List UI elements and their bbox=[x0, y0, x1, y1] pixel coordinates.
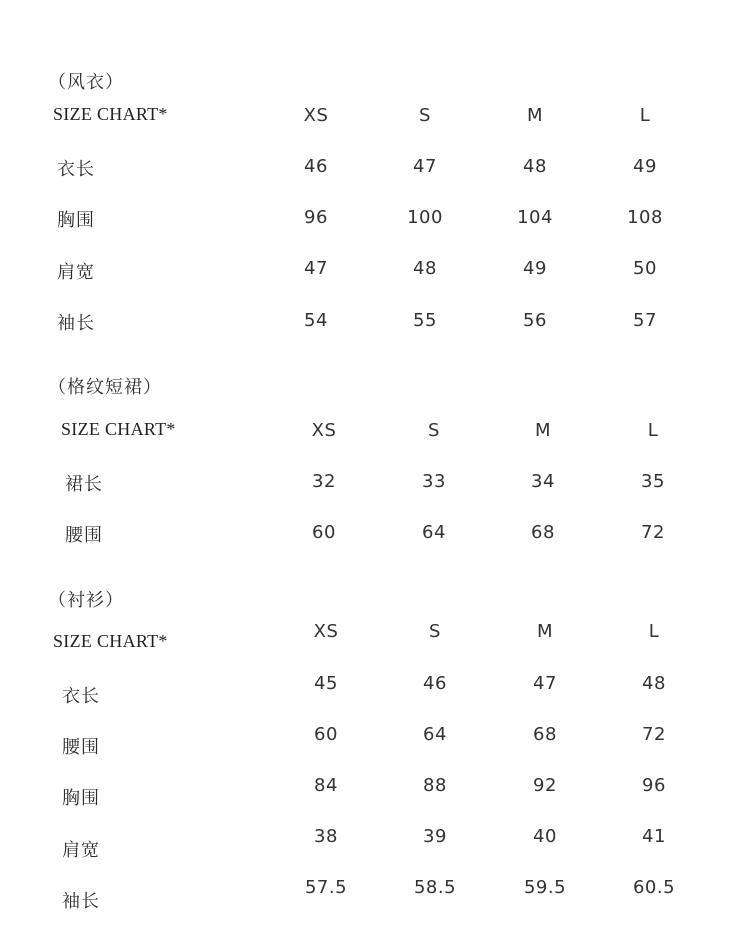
value-cell: 41 bbox=[642, 826, 666, 847]
value-cell: 96 bbox=[642, 775, 666, 796]
value-cell: 48 bbox=[642, 673, 666, 694]
value-cell: 72 bbox=[642, 724, 666, 745]
value-cell: 104 bbox=[517, 207, 553, 228]
value-cell: 45 bbox=[314, 673, 338, 694]
value-cell: 35 bbox=[641, 471, 665, 492]
value-cell: 92 bbox=[533, 775, 557, 796]
size-header-xs: XS bbox=[311, 420, 337, 441]
value-cell: 57.5 bbox=[304, 877, 348, 898]
value-cell: 88 bbox=[423, 775, 447, 796]
size-header-l: L bbox=[648, 621, 660, 642]
value-cell: 68 bbox=[533, 724, 557, 745]
value-cell: 48 bbox=[523, 156, 547, 177]
value-cell: 46 bbox=[304, 156, 328, 177]
value-cell: 57 bbox=[633, 310, 657, 331]
value-cell: 50 bbox=[633, 258, 657, 279]
value-cell: 72 bbox=[641, 522, 665, 543]
row-label: 胸围 bbox=[57, 210, 95, 231]
row-label: 胸围 bbox=[62, 788, 100, 809]
row-label: 裙长 bbox=[65, 474, 103, 495]
value-cell: 54 bbox=[304, 310, 328, 331]
row-label: 衣长 bbox=[62, 686, 100, 707]
section-title: （风衣） bbox=[48, 72, 124, 93]
row-label: 肩宽 bbox=[57, 262, 95, 283]
value-cell: 100 bbox=[407, 207, 443, 228]
value-cell: 47 bbox=[413, 156, 437, 177]
row-label: 衣长 bbox=[57, 159, 95, 180]
value-cell: 64 bbox=[422, 522, 446, 543]
size-header-xs: XS bbox=[313, 621, 339, 642]
value-cell: 38 bbox=[314, 826, 338, 847]
value-cell: 46 bbox=[423, 673, 447, 694]
value-cell: 96 bbox=[304, 207, 328, 228]
size-chart-label: SIZE CHART* bbox=[53, 104, 168, 124]
value-cell: 55 bbox=[413, 310, 437, 331]
size-header-s: S bbox=[419, 105, 431, 126]
size-header-m: M bbox=[526, 105, 544, 126]
value-cell: 60 bbox=[314, 724, 338, 745]
size-chart-label: SIZE CHART* bbox=[61, 419, 176, 439]
value-cell: 40 bbox=[533, 826, 557, 847]
size-header-s: S bbox=[428, 420, 440, 441]
value-cell: 49 bbox=[523, 258, 547, 279]
value-cell: 39 bbox=[423, 826, 447, 847]
value-cell: 47 bbox=[304, 258, 328, 279]
value-cell: 68 bbox=[531, 522, 555, 543]
size-header-l: L bbox=[647, 420, 659, 441]
section-title: （格纹短裙） bbox=[48, 377, 162, 398]
size-header-m: M bbox=[534, 420, 552, 441]
value-cell: 60 bbox=[312, 522, 336, 543]
value-cell: 47 bbox=[533, 673, 557, 694]
row-label: 袖长 bbox=[57, 313, 95, 334]
size-header-l: L bbox=[639, 105, 651, 126]
row-label: 腰围 bbox=[62, 737, 100, 758]
size-chart-label: SIZE CHART* bbox=[53, 631, 168, 651]
value-cell: 58.5 bbox=[413, 877, 457, 898]
value-cell: 56 bbox=[523, 310, 547, 331]
value-cell: 64 bbox=[423, 724, 447, 745]
value-cell: 33 bbox=[422, 471, 446, 492]
value-cell: 59.5 bbox=[523, 877, 567, 898]
value-cell: 32 bbox=[312, 471, 336, 492]
row-label: 肩宽 bbox=[62, 840, 100, 861]
value-cell: 84 bbox=[314, 775, 338, 796]
section-title: （衬衫） bbox=[48, 590, 124, 611]
row-label: 袖长 bbox=[62, 891, 100, 912]
value-cell: 60.5 bbox=[632, 877, 676, 898]
value-cell: 49 bbox=[633, 156, 657, 177]
value-cell: 108 bbox=[627, 207, 663, 228]
value-cell: 34 bbox=[531, 471, 555, 492]
row-label: 腰围 bbox=[65, 525, 103, 546]
value-cell: 48 bbox=[413, 258, 437, 279]
size-header-s: S bbox=[429, 621, 441, 642]
size-header-m: M bbox=[536, 621, 554, 642]
size-header-xs: XS bbox=[303, 105, 329, 126]
